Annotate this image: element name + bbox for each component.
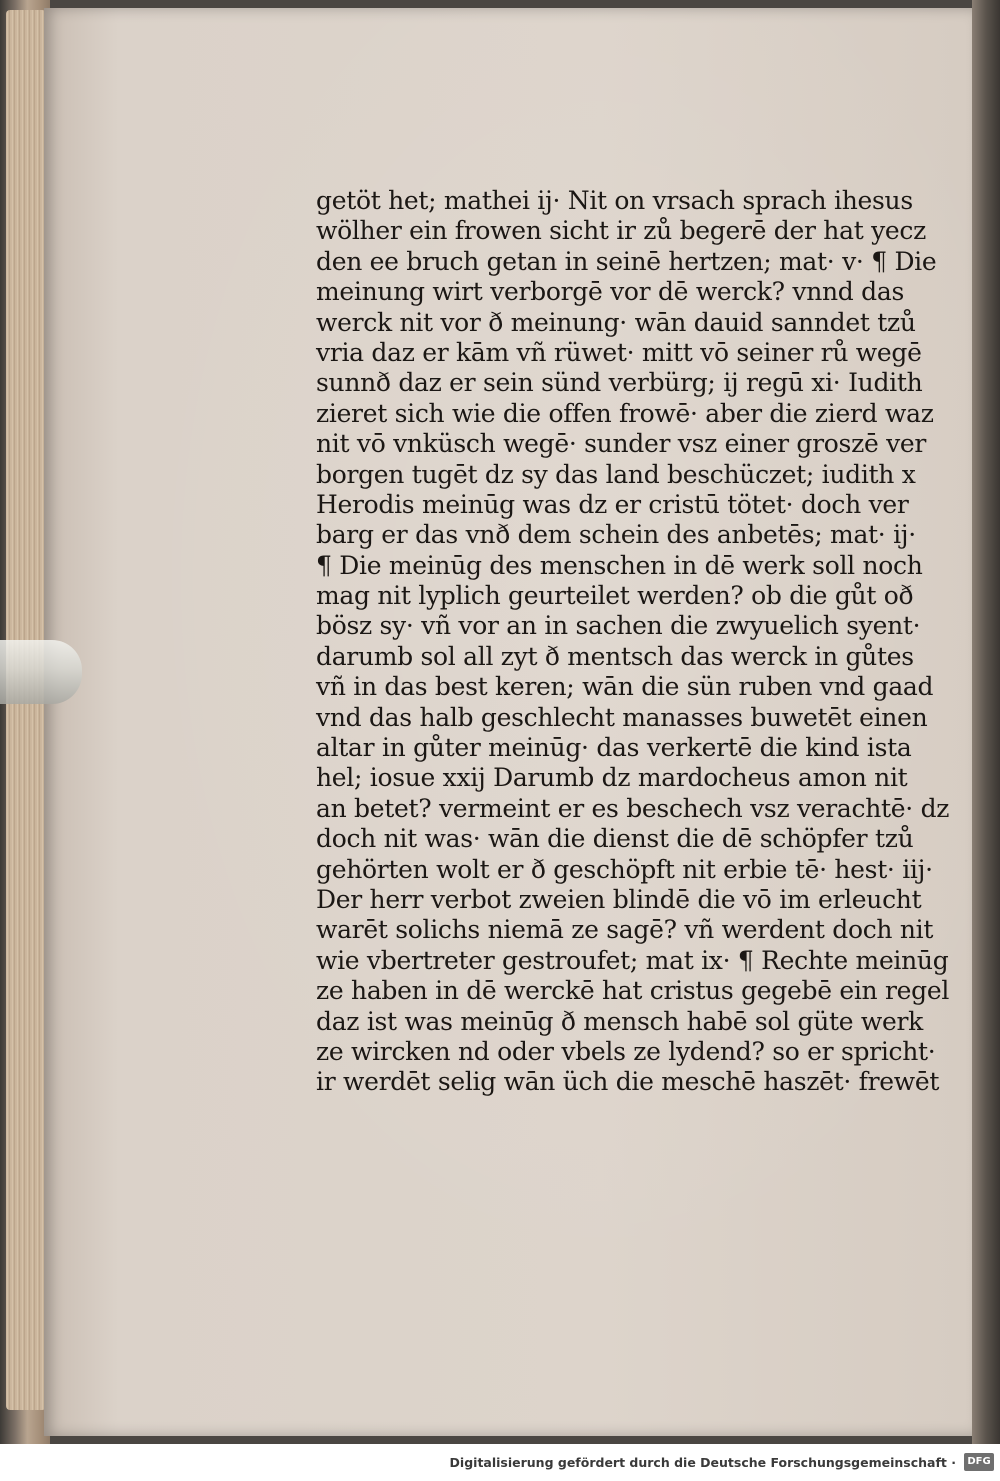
text-line: bösz sy· vñ vor an in sachen die zwyuelich syent· [316, 611, 921, 641]
facing-page-edge [972, 0, 1000, 1444]
text-line: sunnð daz er sein sünd verbürg; ij regū xi· Iudith [316, 368, 923, 398]
footer-bar [0, 1444, 1000, 1481]
text-line: den ee bruch getan in seinē hertzen; mat· v· ¶ Die [316, 246, 937, 276]
text-line: nit vō vnküsch wegē· sunder vsz einer groszē ver [316, 429, 927, 459]
text-line: altar in gůter meinūg· das verkertē die kind ista [316, 733, 912, 763]
text-line: Herodis meinūg was dz er cristū tötet· doch ver [316, 489, 909, 519]
dfg-logo: DFG [964, 1453, 994, 1471]
text-line: getöt het; mathei ij· Nit on vrsach sprach ihesus [316, 186, 913, 215]
text-line: vria daz er kām vñ rüwet· mitt vō seiner rů wegē [316, 337, 922, 367]
text-line: Der herr verbot zweien blindē die vō im erleucht [316, 884, 922, 914]
text-line: darumb sol all zyt ð mentsch das werck in gůtes [316, 641, 914, 671]
text-line: ir werdēt selig wān üch die meschē haszēt· frewēt [316, 1067, 940, 1097]
text-line: daz ist was meinūg ð mensch habē sol güte werk [316, 1006, 924, 1036]
text-line: an betet? vermeint er es beschech vsz verachtē· dz [316, 793, 950, 823]
text-line: doch nit was· wān die dienst die dē schöpfer tzů [316, 824, 914, 854]
text-line: ¶ Die meinūg des menschen in dē werk soll noch [316, 550, 923, 580]
text-line: wie vbertreter gestroufet; mat ix· ¶ Rechte meinūg [316, 945, 949, 975]
text-line: ze haben in dē werckē hat cristus gegebē ein regel [316, 976, 950, 1006]
text-line: vñ in das best keren; wān die sün ruben vnd gaad [316, 672, 934, 702]
text-line: barg er das vnð dem schein des anbetēs; mat· ij· [316, 520, 916, 550]
page-text-block [316, 186, 950, 1098]
book-binding-edge [0, 0, 50, 1444]
text-line: gehörten wolt er ð geschöpft nit erbie tē· hest· iij· [316, 854, 933, 884]
page-stack-edge [6, 10, 46, 1410]
text-line: borgen tugēt dz sy das land beschüczet; iudith x [316, 459, 916, 489]
text-line: warēt solichs niemā ze sagē? vñ werdent doch nit [316, 915, 934, 945]
text-line: ze wircken nd oder vbels ze lydend? so er spricht· [316, 1036, 936, 1066]
text-line: vnd das halb geschlecht manasses buwetēt einen [316, 702, 928, 732]
text-line: wölher ein frowen sicht ir zů begerē der hat yecz [316, 216, 926, 246]
funding-credit: Digitalisierung gefördert durch die Deutsche Forschungsgemeinschaft · [449, 1455, 956, 1470]
text-line: mag nit lyplich geurteilet werden? ob die gůt oð [316, 581, 914, 611]
text-line: meinung wirt verborgē vor dē werck? vnnd das [316, 277, 904, 307]
book-page [44, 8, 974, 1436]
text-line: werck nit vor ð meinung· wān dauid sanndet tzů [316, 307, 916, 337]
text-line: hel; iosue xxij Darumb dz mardocheus amon nit [316, 763, 908, 793]
page-clip [0, 640, 82, 704]
text-line: zieret sich wie die offen frowē· aber die zierd waz [316, 398, 934, 428]
